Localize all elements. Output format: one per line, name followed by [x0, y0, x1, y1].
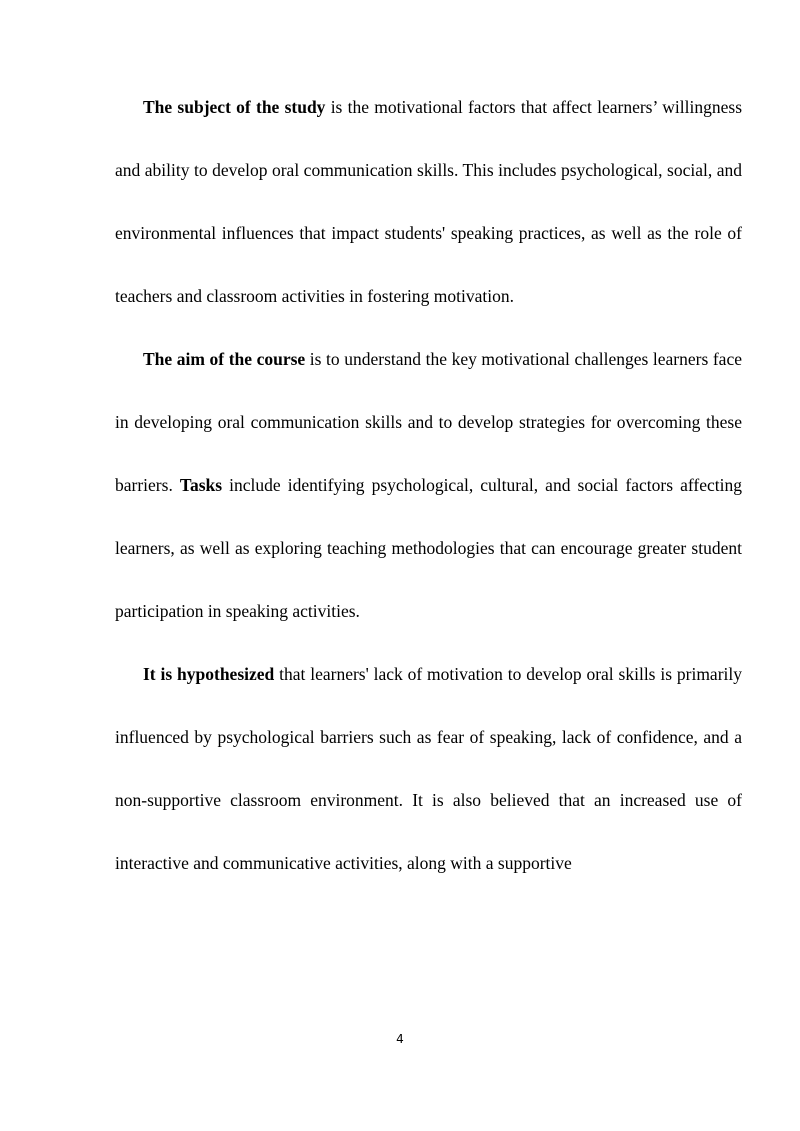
paragraph-aim-of-course [115, 328, 742, 643]
bold-lead-subject: The subject of the study [143, 97, 326, 117]
bold-lead-hypothesized: It is hypothesized [143, 664, 275, 684]
bold-lead-tasks: Tasks [179, 475, 223, 495]
document-body [115, 76, 742, 895]
paragraph-text: is to understand the key motivational challenges learners face in developing oral communication skills and to develop strategies for overcoming these barriers. [115, 349, 742, 495]
paragraph-text: that learners' lack of motivation to develop oral skills is primarily influenced by psychological barriers such as fear of speaking, lack of confidence, and a non-supportive classroom environment. It is also believed that an increased use of interactive and communicative activities, along with a supportive [115, 664, 742, 873]
paragraph-text: include identifying psychological, cultural, and social factors affecting learners, as well as exploring teaching methodologies that can encourage greater student participation in speaking activities. [115, 475, 742, 621]
paragraph-text: is the motivational factors that affect learners’ willingness and ability to develop oral communication skills. This includes psychological, social, and environmental influences that impact students' speaking practices, as well as the role of teachers and classroom activities in fostering motivation. [115, 97, 742, 306]
page-number: 4 [396, 1032, 404, 1046]
paragraph-hypothesis [115, 643, 742, 895]
paragraph-subject-of-study [115, 76, 742, 328]
bold-lead-aim: The aim of the course [143, 349, 306, 369]
